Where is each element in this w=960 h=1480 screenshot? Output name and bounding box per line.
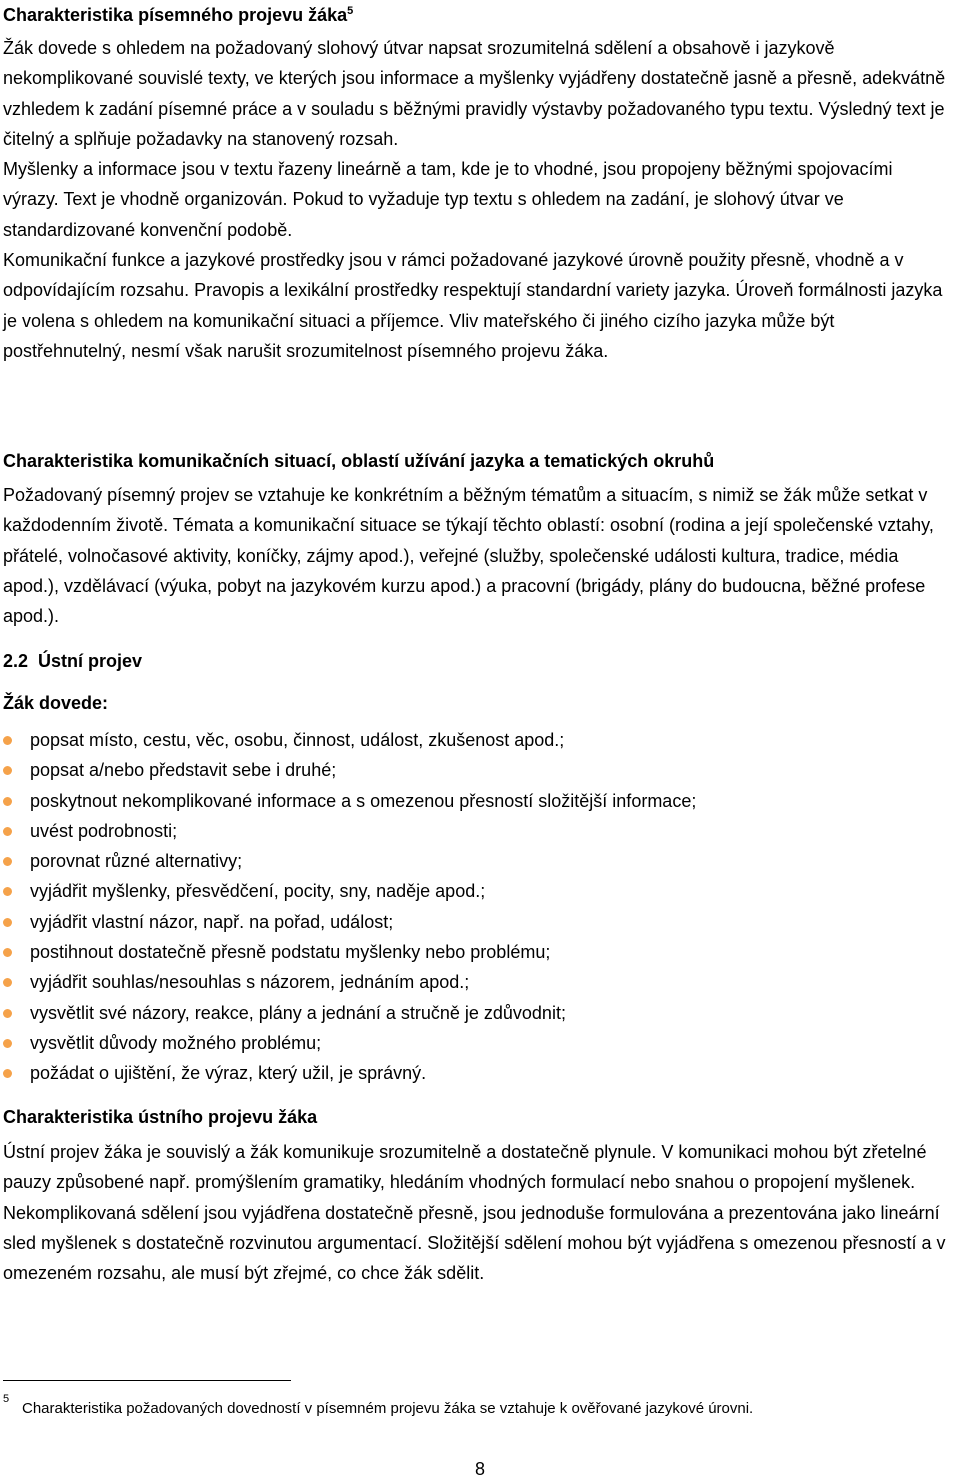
section-number: 2.2 bbox=[3, 651, 29, 671]
list-item bbox=[3, 755, 953, 785]
section-title-text: Ústní projev bbox=[38, 651, 143, 671]
bullet-icon bbox=[3, 1009, 12, 1018]
bullet-icon bbox=[3, 827, 12, 836]
list-item bbox=[3, 967, 953, 997]
bullet-icon bbox=[3, 797, 12, 806]
list-item bbox=[3, 786, 953, 816]
written-section bbox=[3, 4, 953, 26]
list-item-text: postihnout dostatečně přesně podstatu myšlenky nebo problému; bbox=[30, 942, 551, 963]
list-item-text: vysvětlit důvody možného problému; bbox=[30, 1032, 322, 1053]
paragraph: Myšlenky a informace jsou v textu řazeny lineárně a tam, kde je to vhodné, jsou propojeny běžnými spojovacími výrazy. Text je vhodně organizován. Pokud to vyžaduje typ textu s ohledem na zadání, je slohový útvar ve standardizované konvenční podobě. bbox=[3, 159, 893, 240]
situations-section bbox=[3, 450, 953, 472]
list-item-text: popsat místo, cestu, věc, osobu, činnost, událost, zkušenost apod.; bbox=[30, 730, 565, 750]
list-item bbox=[3, 937, 953, 967]
paragraph: Požadovaný písemný projev se vztahuje ke konkrétním a běžným tématům a situacím, s nimiž se žák může setkat v každodenním životě. Témata a komunikační situace se týkají těchto oblastí: osobní (rodina a její společenské vztahy, přátelé, volnočasové aktivity, koníčky, zájmy apod.), veřejné (služby, společenské události kultura, tradice, média apod.), vzdělávací (výuka, pobyt na jazykovém kurzu apod.) a pracovní (brigády, plány do budoucna, běžné profese apod.). bbox=[3, 485, 934, 627]
footnote-number: 5 bbox=[3, 1393, 10, 1405]
paragraph: Nekomplikovaná sdělení jsou vyjádřena dostatečně přesně, jsou jednoduše formulována a prezentována jako lineární sled myšlenek s dostatečně rozvinutou argumentací. Složitější sdělení mohou být vyjádřena s omezenou přesností a v omezeném rozsahu, ale musí být zřejmé, co chce žák sdělit. bbox=[3, 1202, 946, 1284]
footnote-text: Charakteristika požadovaných dovedností v písemném projevu žáka se vztahuje k ověřované jazykové úrovni. bbox=[22, 1400, 754, 1417]
footnote-divider bbox=[3, 1380, 291, 1381]
list-item-text: popsat a/nebo představit sebe i druhé; bbox=[30, 760, 337, 781]
list-item bbox=[3, 1028, 953, 1058]
bullet-icon bbox=[3, 1039, 12, 1048]
bullet-icon bbox=[3, 857, 12, 866]
bullet-icon bbox=[3, 766, 12, 775]
paragraph: Ústní projev žáka je souvislý a žák komunikuje srozumitelně a dostatečně plynule. V komunikaci mohou být zřetelné pauzy způsobené např. promýšlením gramatiky, hledáním vhodných formulací nebo snahou o propojení myšlenek. bbox=[3, 1142, 927, 1193]
written-section-title bbox=[3, 4, 953, 26]
oral-char-heading bbox=[3, 1106, 953, 1128]
list-item-text: poskytnout nekomplikované informace a s omezenou přesností složitější informace; bbox=[30, 790, 697, 811]
paragraph: Komunikační funkce a jazykové prostředky jsou v rámci požadované jazykové úrovně použity přesně, vhodně a v odpovídajícím rozsahu. Pravopis a lexikální prostředky respektují standardní variety jazyka. Úroveň formálnosti jazyka je volena s ohledem na komunikační situaci a příjemce. Vliv mateřského či jiného cizího jazyka může být postřehnutelný, nesmí však narušit srozumitelnost písemného projevu žáka. bbox=[3, 250, 943, 361]
bullet-icon bbox=[3, 948, 12, 957]
list-item-text: vysvětlit své názory, reakce, plány a jednání a stručně je zdůvodnit; bbox=[30, 1002, 566, 1023]
list-item-text: vyjádřit vlastní názor, např. na pořad, událost; bbox=[30, 911, 394, 932]
bullet-icon bbox=[3, 978, 12, 987]
paragraph: Žák dovede s ohledem na požadovaný slohový útvar napsat srozumitelná sdělení a obsahově i jazykově nekomplikované souvislé texty, ve kterých jsou informace a myšlenky vyjádřeny dostatečně jasně a přesně, adekvátně vzhledem k zadání písemné práce a v souladu s běžnými pravidly výstavby požadovaného typu textu. Výsledný text je čitelný a splňuje požadavky na stanovený rozsah. bbox=[3, 38, 946, 149]
situations-section-title: Charakteristika komunikačních situací, oblastí užívání jazyka a tematických okruhů bbox=[3, 451, 715, 471]
oral-section-title bbox=[3, 650, 953, 672]
list-item-text: porovnat různé alternativy; bbox=[30, 851, 243, 872]
list-item bbox=[3, 1058, 953, 1088]
bullet-icon bbox=[3, 736, 12, 745]
bullet-icon bbox=[3, 887, 12, 896]
oral-section-heading bbox=[3, 650, 953, 672]
bullet-icon bbox=[3, 918, 12, 927]
list-item-text: požádat o ujištění, že výraz, který užil, je správný. bbox=[30, 1063, 427, 1084]
oral-subtitle-text: Žák dovede: bbox=[3, 693, 109, 713]
oral-subtitle bbox=[3, 692, 953, 714]
written-body bbox=[3, 33, 953, 366]
list-item bbox=[3, 907, 953, 937]
list-item bbox=[3, 876, 953, 906]
skills-list bbox=[3, 725, 953, 1089]
situations-body bbox=[3, 480, 953, 631]
list-item bbox=[3, 725, 953, 755]
list-item-text: vyjádřit myšlenky, přesvědčení, pocity, sny, naděje apod.; bbox=[30, 881, 486, 902]
bullet-icon bbox=[3, 1069, 12, 1078]
written-title-text: Charakteristika písemného projevu žáka bbox=[3, 5, 348, 25]
list-item-text: uvést podrobnosti; bbox=[30, 820, 178, 841]
oral-char-body bbox=[3, 1137, 953, 1288]
list-item bbox=[3, 998, 953, 1028]
list-item-text: vyjádřit souhlas/nesouhlas s názorem, jednáním apod.; bbox=[30, 972, 470, 993]
footnote-reference: 5 bbox=[347, 5, 354, 17]
page-number: 8 bbox=[474, 1459, 485, 1479]
oral-char-title: Charakteristika ústního projevu žáka bbox=[3, 1107, 318, 1127]
list-item bbox=[3, 846, 953, 876]
list-item bbox=[3, 816, 953, 846]
